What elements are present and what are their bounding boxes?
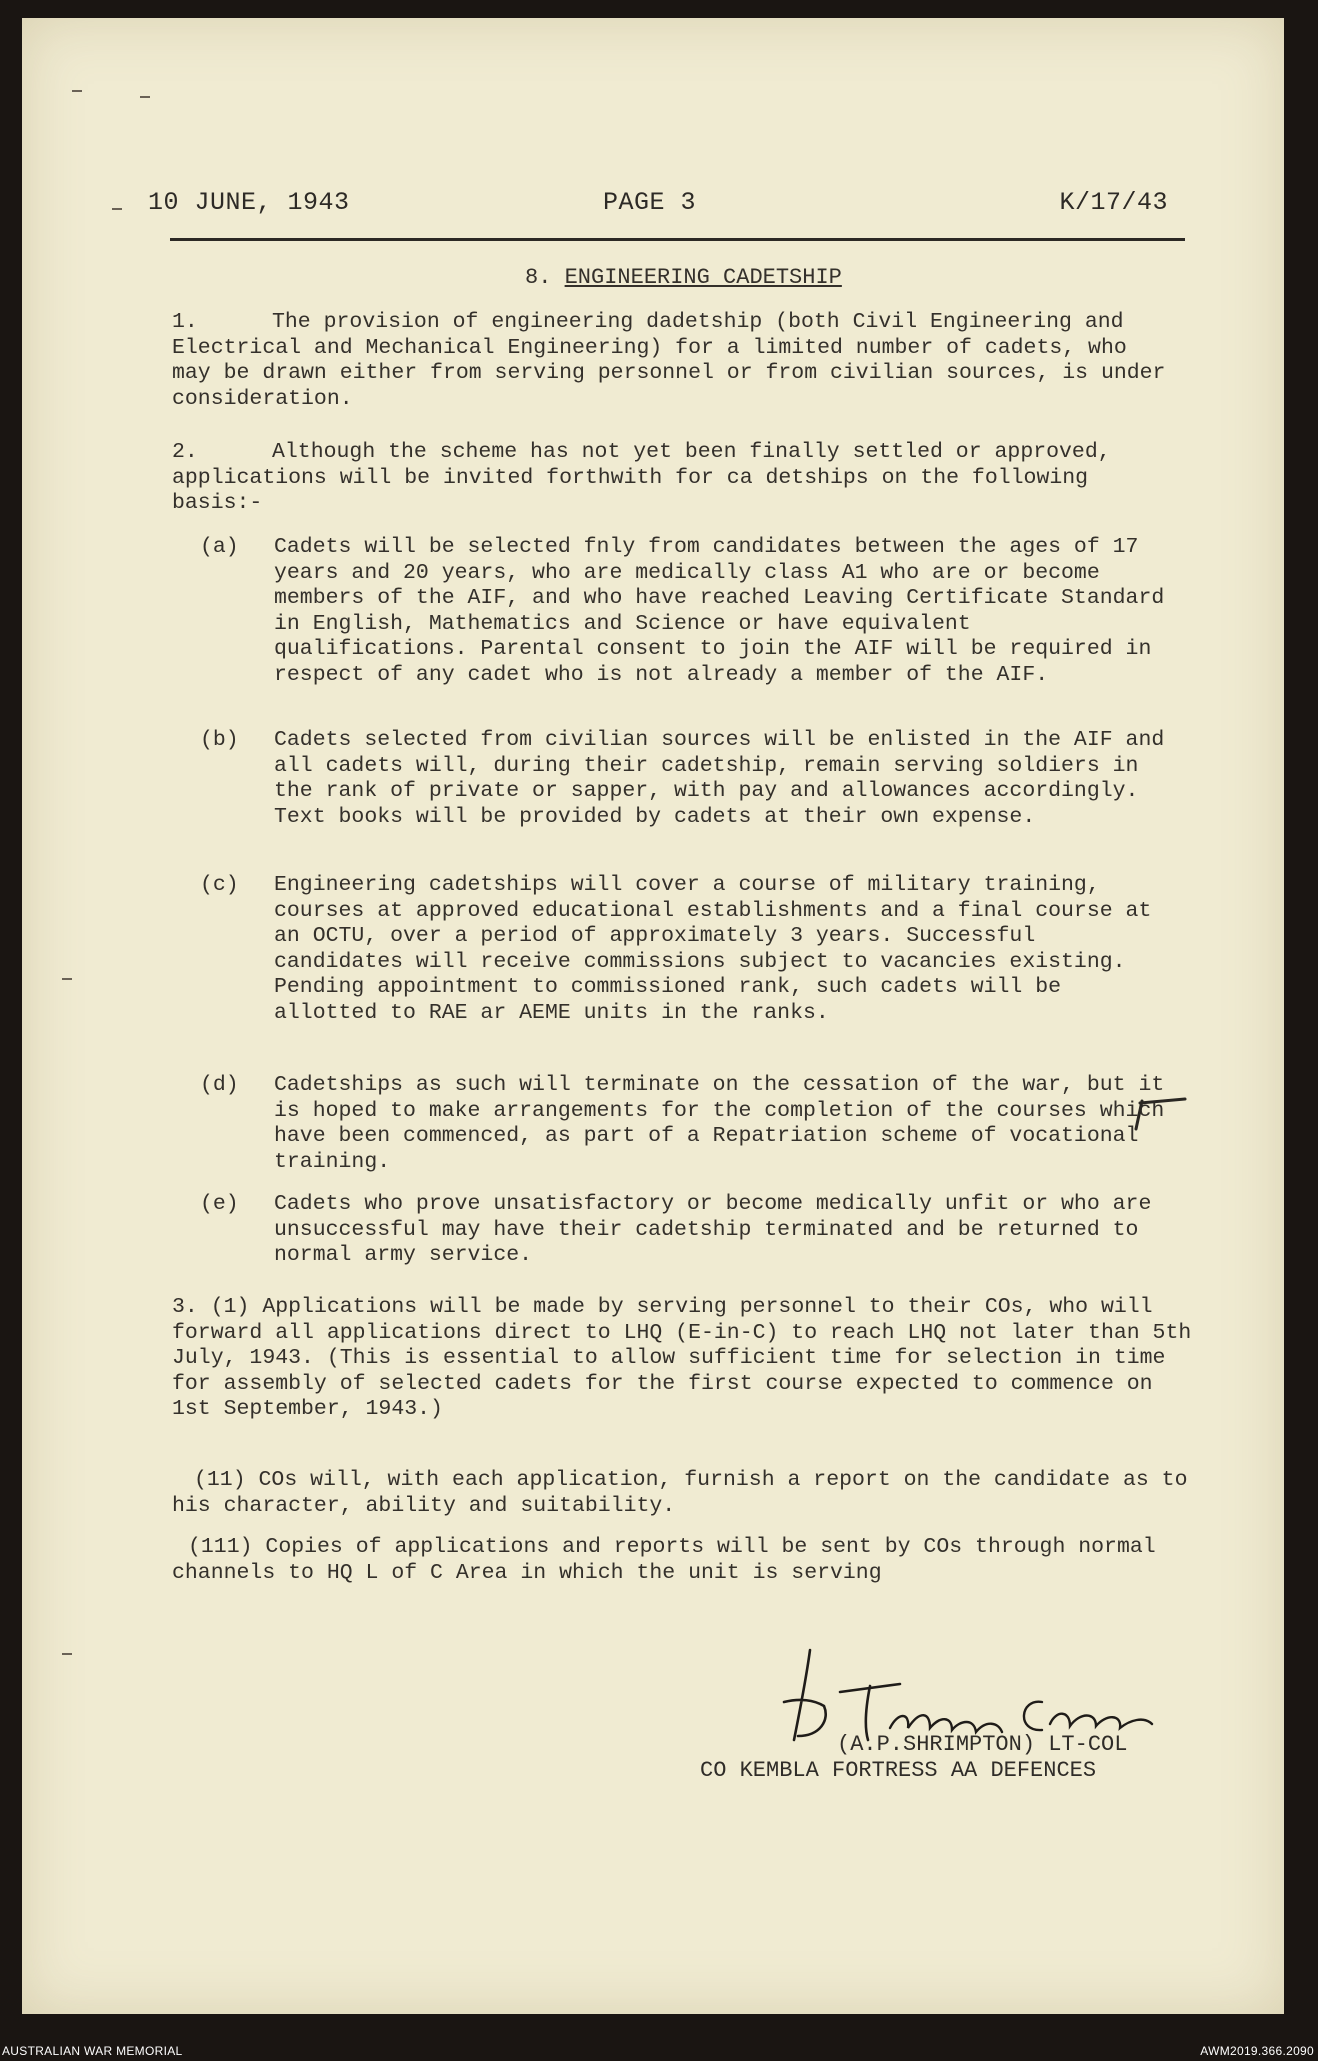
paragraph-2 bbox=[172, 440, 1172, 517]
footer-institution: AUSTRALIAN WAR MEMORIAL bbox=[2, 2044, 183, 2058]
edge-mark bbox=[62, 1653, 72, 1655]
list-item-label: (e) bbox=[200, 1192, 239, 1216]
header-rule bbox=[170, 238, 1185, 241]
section-3-item-1 bbox=[172, 1295, 1192, 1423]
sub-item-label: (1) bbox=[210, 1295, 250, 1319]
list-item-label: (c) bbox=[200, 873, 239, 897]
paragraph-number: 1. bbox=[172, 310, 198, 334]
signature-block bbox=[700, 1640, 1180, 1783]
punch-mark bbox=[72, 90, 82, 92]
sub-item-label: (11) bbox=[194, 1468, 246, 1492]
signatory-name: (A.P.SHRIMPTON) LT-COL bbox=[837, 1732, 1128, 1757]
section-3-item-2 bbox=[172, 1468, 1192, 1519]
list-item-label: (b) bbox=[200, 728, 239, 752]
section-title bbox=[525, 265, 842, 290]
section-3-paragraph bbox=[172, 1295, 1192, 1423]
paragraph-text: Although the scheme has not yet been finally settled or approved, applications will be invited forthwith for ca detships on the following basis:- bbox=[172, 440, 1111, 515]
section-number: 8. bbox=[525, 265, 552, 290]
paragraph-number: 2. bbox=[172, 440, 198, 464]
list-item-label: (a) bbox=[200, 535, 239, 559]
section-3-paragraph bbox=[172, 1535, 1192, 1586]
footer-accession-number: AWM2019.366.2090 bbox=[1200, 2044, 1314, 2058]
list-item-text: Engineering cadetships will cover a course of military training, courses at approved educational establishments and a final course at an OCTU, over a period of approximately 3 years. Successful candidates will receive commissions subject to vacancies existing. Pending appointment to commissioned rank, such cadets will be allotted to RAE ar AEME units in the ranks. bbox=[274, 873, 1152, 1025]
header-reference: K/17/43 bbox=[1059, 188, 1168, 217]
list-item-text: Cadets who prove unsatisfactory or become medically unfit or who are unsuccessful may have their cadetship terminated and be returned to normal army service. bbox=[274, 1192, 1152, 1267]
sub-item-text: Copies of applications and reports will be sent by COs through normal channels to HQ L of C Area in which the unit is serving bbox=[172, 1535, 1156, 1585]
sub-item-label: (111) bbox=[188, 1535, 253, 1559]
section-3-number: 3. bbox=[172, 1295, 198, 1319]
list-item-label: (d) bbox=[200, 1073, 239, 1097]
section-title-text: ENGINEERING CADETSHIP bbox=[564, 265, 842, 290]
sub-item-text: Applications will be made by serving personnel to their COs, who will forward all applications direct to LHQ (E-in-C) to reach LHQ not later than 5th July, 1943. (This is essential to allow sufficient time for selection in time for assembly of selected cadets for the first course expected to commence on 1st September, 1943.) bbox=[172, 1295, 1192, 1421]
paragraph-text: The provision of engineering dadetship (both Civil Engineering and Electrical and Mechanical Engineering) for a limited number of cadets, who may be drawn either from serving personnel or from civilian sources, is under consideration. bbox=[172, 310, 1166, 411]
signatory-title: CO KEMBLA FORTRESS AA DEFENCES bbox=[700, 1758, 1097, 1783]
margin-annotation-mark bbox=[1130, 1095, 1190, 1135]
list-item-text: Cadets selected from civilian sources will be enlisted in the AIF and all cadets will, during their cadetship, remain serving soldiers in the rank of private or sapper, with pay and allowances accordingly. Text books will be provided by cadets at their own expense. bbox=[274, 728, 1165, 829]
section-3-paragraph bbox=[172, 1468, 1192, 1519]
edge-mark bbox=[62, 978, 72, 980]
list-item-text: Cadetships as such will terminate on the cessation of the war, but it is hoped to make arrangements for the completion of the courses which have been commenced, as part of a Repatriation scheme of vocational training. bbox=[274, 1073, 1165, 1174]
list-item-text: Cadets will be selected fnly from candidates between the ages of 17 years and 20 years, who are medically class A1 who are or become members of the AIF, and who have reached Leaving Certificate Standard in English, Mathematics and Science or have equivalent qualifications. Parental consent to join the AIF will be required in respect of any cadet who is not already a member of the AIF. bbox=[274, 535, 1165, 687]
punch-mark bbox=[140, 96, 150, 98]
header-page-number: PAGE 3 bbox=[603, 188, 697, 217]
paragraph-1 bbox=[172, 310, 1172, 412]
sub-item-text: COs will, with each application, furnish a report on the candidate as to his character, ability and suitability. bbox=[172, 1468, 1188, 1518]
edge-mark bbox=[112, 208, 122, 210]
section-3-item-3 bbox=[172, 1535, 1192, 1586]
header-date: 10 JUNE, 1943 bbox=[148, 188, 350, 217]
